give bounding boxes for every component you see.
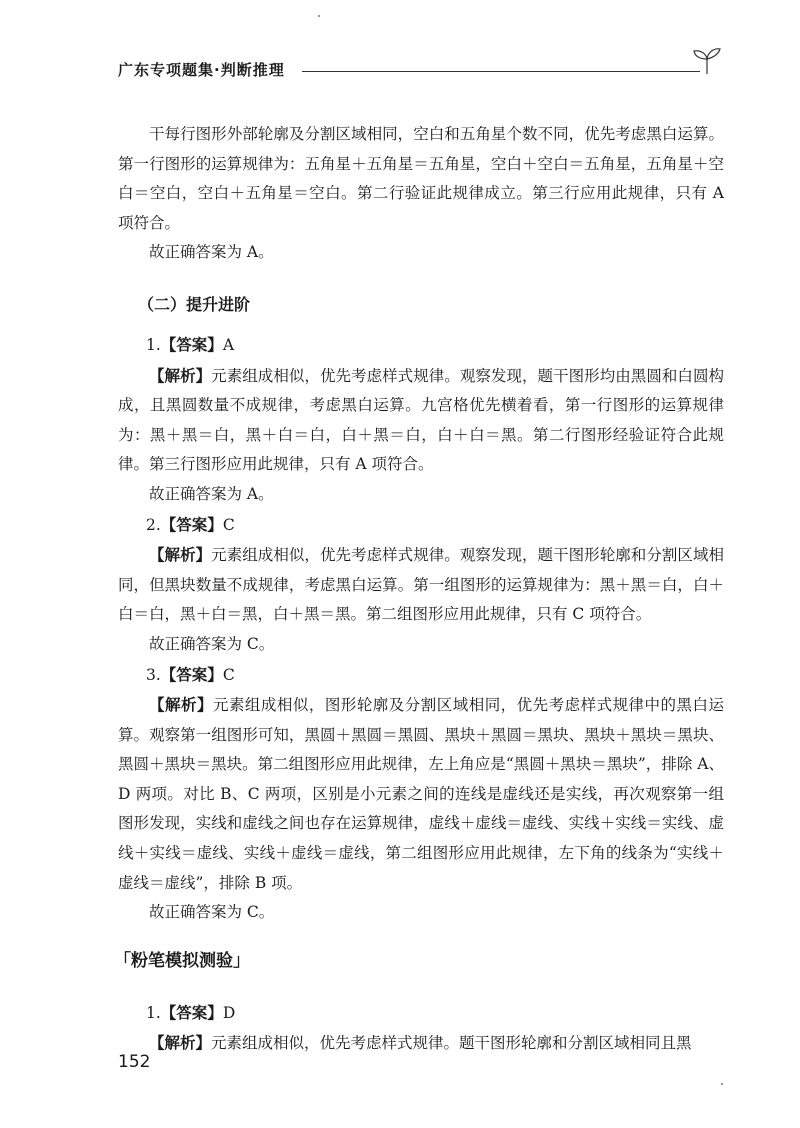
analysis-text: 元素组成相似，优先考虑样式规律。观察发现，题干图形轮廓和分割区域相同，但黑块数量不成规律，考虑黑白运算。第一组图形的运算规律为：黑＋黑＝白，白＋白＝白，黑＋白＝黑，白＋黑＝黑。第二组图形应用此规律，只有 C 项符合。: [118, 546, 724, 624]
header-title: 广东专项题集·判断推理: [118, 61, 285, 79]
analysis-text: 元素组成相似，图形轮廓及分割区域相同，优先考虑样式规律中的黑白运算。观察第一组图形可知，黑圆＋黑圆＝黑圆、黑块＋黑圆＝黑块、黑块＋黑块＝黑块、黑圆＋黑块＝黑块。第二组图形应用此规律，左上角应是“黑圆＋黑块＝黑块”，排除 A、D 两项。对比 B、C 两项，区别是小元素之间的连线是虚线还是实线，再次观察第一组图形发现，实线和虚线之间也存在运算规律，虚线＋虚线＝虚线、实线＋实线＝实线、虚线＋实线＝虚线、实线＋虚线＝虚线，第二组图形应用此规律，左下角的线条为“实线＋虚线＝虚线”，排除 B 项。: [118, 696, 724, 892]
analysis-paragraph-3: [118, 690, 724, 898]
analysis-tag: 【解析】: [149, 545, 212, 565]
sprout-icon: [692, 45, 722, 75]
header-rule: [302, 71, 700, 72]
answer-value: D: [222, 1003, 236, 1022]
analysis-text: 元素组成相似，优先考虑样式规律。观察发现，题干图形均由黑圆和白圆构成，且黑圆数量不成规律，考虑黑白运算。九宫格优先横着看，第一行图形的运算规律为：黑＋黑＝白，黑＋白＝白，白＋黑＝白，白＋白＝黑。第二行图形经验证符合此规律。第三行图形应用此规律，只有 A 项符合。: [118, 366, 724, 474]
question-number: 3.: [146, 665, 161, 684]
answer-line-2: [118, 510, 724, 541]
answer-line-3: [118, 660, 724, 691]
running-header: [118, 53, 718, 83]
question-number: 1.: [146, 1003, 161, 1022]
analysis-paragraph-2: [118, 540, 724, 630]
question-number: 2.: [146, 515, 161, 534]
answer-value: C: [222, 515, 235, 534]
answer-tag: 【答案】: [160, 664, 223, 684]
intro-conclusion: 故正确答案为 A。: [149, 243, 274, 262]
scan-speck: [721, 1083, 723, 1085]
scan-speck: [318, 15, 320, 17]
conclusion-1: 故正确答案为 A。: [149, 484, 274, 503]
page-content: [114, 120, 724, 1059]
page-number: 152: [118, 1052, 151, 1072]
analysis-tag: 【解析】: [149, 365, 212, 385]
analysis-paragraph-mock-1: [118, 1028, 724, 1059]
answer-tag: 【答案】: [160, 1002, 223, 1022]
answer-line-mock-1: [118, 998, 724, 1029]
conclusion-2: 故正确答案为 C。: [149, 634, 275, 653]
question-number: 1.: [146, 335, 161, 354]
analysis-paragraph-1: [118, 361, 724, 480]
answer-tag: 【答案】: [160, 334, 223, 354]
answer-tag: 【答案】: [160, 514, 223, 534]
conclusion-3: 故正确答案为 C。: [149, 903, 275, 922]
analysis-tag: 【解析】: [149, 1033, 212, 1053]
intro-paragraph: 干每行图形外部轮廓及分割区域相同，空白和五角星个数不同，优先考虑黑白运算。第一行图形的运算规律为：五角星＋五角星＝五角星，空白＋空白＝五角星，五角星＋空白＝空白，空白＋五角星＝空白。第二行验证此规律成立。第三行应用此规律，只有 A 项符合。: [118, 125, 724, 232]
analysis-tag: 【解析】: [149, 695, 213, 715]
answer-value: A: [222, 335, 235, 354]
answer-value: C: [222, 665, 235, 684]
answer-line-1: [118, 330, 724, 361]
analysis-text: 元素组成相似，优先考虑样式规律。题干图形轮廓和分割区域相同且黑: [211, 1034, 692, 1053]
section-title-advanced: （二）提升进阶: [138, 294, 251, 314]
section-title-mock: 「粉笔模拟测验」: [114, 950, 250, 971]
